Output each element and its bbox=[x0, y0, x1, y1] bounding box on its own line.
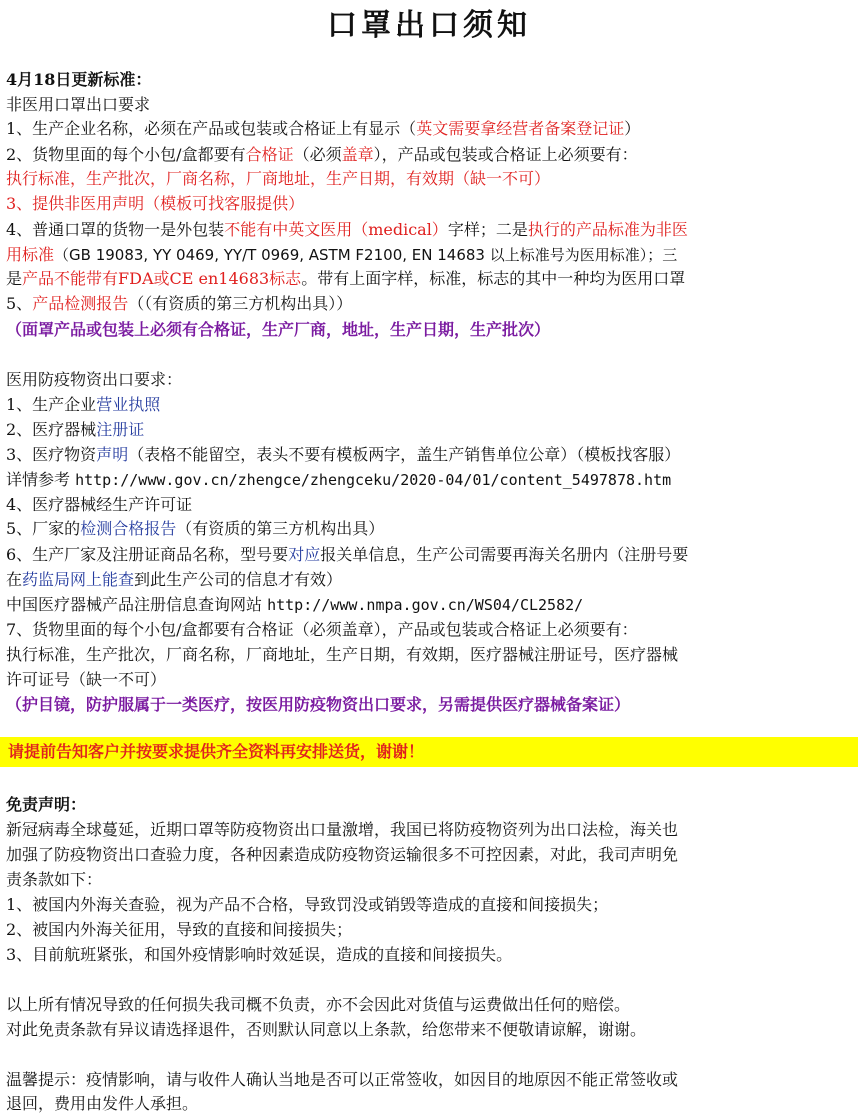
nonmed-required-fields: 执行标准，生产批次，厂商名称，厂商地址，生产日期，有效期（缺一不可） bbox=[6, 169, 551, 188]
page-title: 口罩出口须知 bbox=[327, 8, 531, 43]
med-item-5: 5、厂家的检测合格报告（有资质的第三方机构出具） bbox=[6, 519, 385, 538]
nonmed-item-3: 3、提供非医用声明（模板可找客服提供） bbox=[6, 194, 305, 213]
nonmed-heading: 非医用口罩出口要求 bbox=[6, 95, 151, 114]
disclaimer-heading: 免责声明： bbox=[6, 795, 87, 814]
med-heading: 医用防疫物资出口要求： bbox=[6, 370, 183, 389]
med-required-fields: 执行标准，生产批次，厂商名称，厂商地址，生产日期，有效期，医疗器械注册证号，医疗器械 bbox=[6, 645, 679, 664]
disclaimer-text-2: 加强了防疫物资出口查验力度，各种因素造成防疫物资运输很多不可控因素，对此，我司声明免 bbox=[6, 845, 679, 864]
disclaimer-summary-2: 对此免责条款有异议请选择退件，否则默认同意以上条款，给您带来不便敬请谅解，谢谢。 bbox=[6, 1020, 647, 1039]
nonmed-item-1: 1、生产企业名称，必须在产品或包装或合格证上有显示（英文需要拿经营者备案登记证） bbox=[6, 119, 641, 138]
med-item-2: 2、医疗器械注册证 bbox=[6, 420, 145, 439]
nonmed-note: （面罩产品或包装上必须有合格证，生产厂商，地址，生产日期，生产批次） bbox=[6, 320, 551, 339]
med-query-site: 中国医疗器械产品注册信息查询网站 http://www.nmpa.gov.cn/WS04/CL2582/ bbox=[6, 595, 584, 614]
med-item-3: 3、医疗物资声明（表格不能留空，表头不要有模板两字，盖生产销售单位公章）（模板找客服） bbox=[6, 445, 681, 464]
med-reference-link: 详情参考 http://www.gov.cn/zhengce/zhengceku/2020-04/01/content_5497878.htm bbox=[6, 470, 672, 489]
update-heading: 4月18日更新标准： bbox=[6, 70, 152, 89]
tip-text-2: 退回，费用由发件人承担。 bbox=[6, 1094, 199, 1113]
tip-text-1: 温馨提示：疫情影响，请与收件人确认当地是否可以正常签收，如因目的地原因不能正常签收或 bbox=[6, 1070, 679, 1089]
nonmed-item-4-end: 是产品不能带有FDA或CE en14683标志。带有上面字样，标准，标志的其中一种均为医用口罩 bbox=[6, 269, 686, 288]
disclaimer-text-1: 新冠病毒全球蔓延，近期口罩等防疫物资出口量激增，我国已将防疫物资列为出口法检，海关也 bbox=[6, 820, 679, 839]
med-item-6: 6、生产厂家及注册证商品名称，型号要对应报关单信息，生产公司需要再海关名册内（注册号要 bbox=[6, 545, 689, 564]
notice-banner bbox=[0, 737, 858, 767]
disclaimer-item-1: 1、被国内外海关查验，视为产品不合格，导致罚没或销毁等造成的直接和间接损失； bbox=[6, 895, 609, 914]
disclaimer-item-3: 3、目前航班紧张，和国外疫情影响时效延误，造成的直接和间接损失。 bbox=[6, 945, 513, 964]
med-item-4: 4、医疗器械经生产许可证 bbox=[6, 495, 193, 514]
med-item-1: 1、生产企业营业执照 bbox=[6, 395, 161, 414]
disclaimer-summary-1: 以上所有情况导致的任何损失我司概不负责，亦不会因此对货值与运费做出任何的赔偿。 bbox=[6, 995, 631, 1014]
med-note: （护目镜，防护服属于一类医疗，按医用防疫物资出口要求，另需提供医疗器械备案证） bbox=[6, 695, 631, 714]
nonmed-item-4: 4、普通口罩的货物一是外包装不能有中英文医用（medical）字样；二是执行的产品标准为非医 bbox=[6, 220, 688, 239]
nonmed-item-5: 5、产品检测报告（（有资质的第三方机构出具）） bbox=[6, 294, 353, 313]
nonmed-item-2: 2、货物里面的每个小包/盒都要有合格证（必须盖章），产品或包装或合格证上必须要有： bbox=[6, 145, 638, 164]
med-item-7: 7、货物里面的每个小包/盒都要有合格证（必须盖章），产品或包装或合格证上必须要有： bbox=[6, 620, 638, 639]
disclaimer-text-3: 责条款如下： bbox=[6, 870, 103, 889]
nmpa-link[interactable]: http://www.nmpa.gov.cn/WS04/CL2582/ bbox=[267, 596, 584, 614]
notice-banner-text: 请提前告知客户并按要求提供齐全资料再安排送货，谢谢！ bbox=[8, 742, 425, 761]
med-required-fields-end: 许可证号（缺一不可） bbox=[6, 670, 167, 689]
med-item-6-cont: 在药监局网上能查到此生产公司的信息才有效） bbox=[6, 570, 343, 589]
disclaimer-item-2: 2、被国内外海关征用，导致的直接和间接损失； bbox=[6, 920, 353, 939]
nonmed-item-4-cont: 用标准（GB 19083, YY 0469, YY/T 0969, ASTM F2100, EN 14683 以上标准号为医用标准）；三 bbox=[6, 245, 678, 264]
gov-link[interactable]: http://www.gov.cn/zhengce/zhengceku/2020-04/01/content_5497878.htm bbox=[75, 471, 672, 489]
